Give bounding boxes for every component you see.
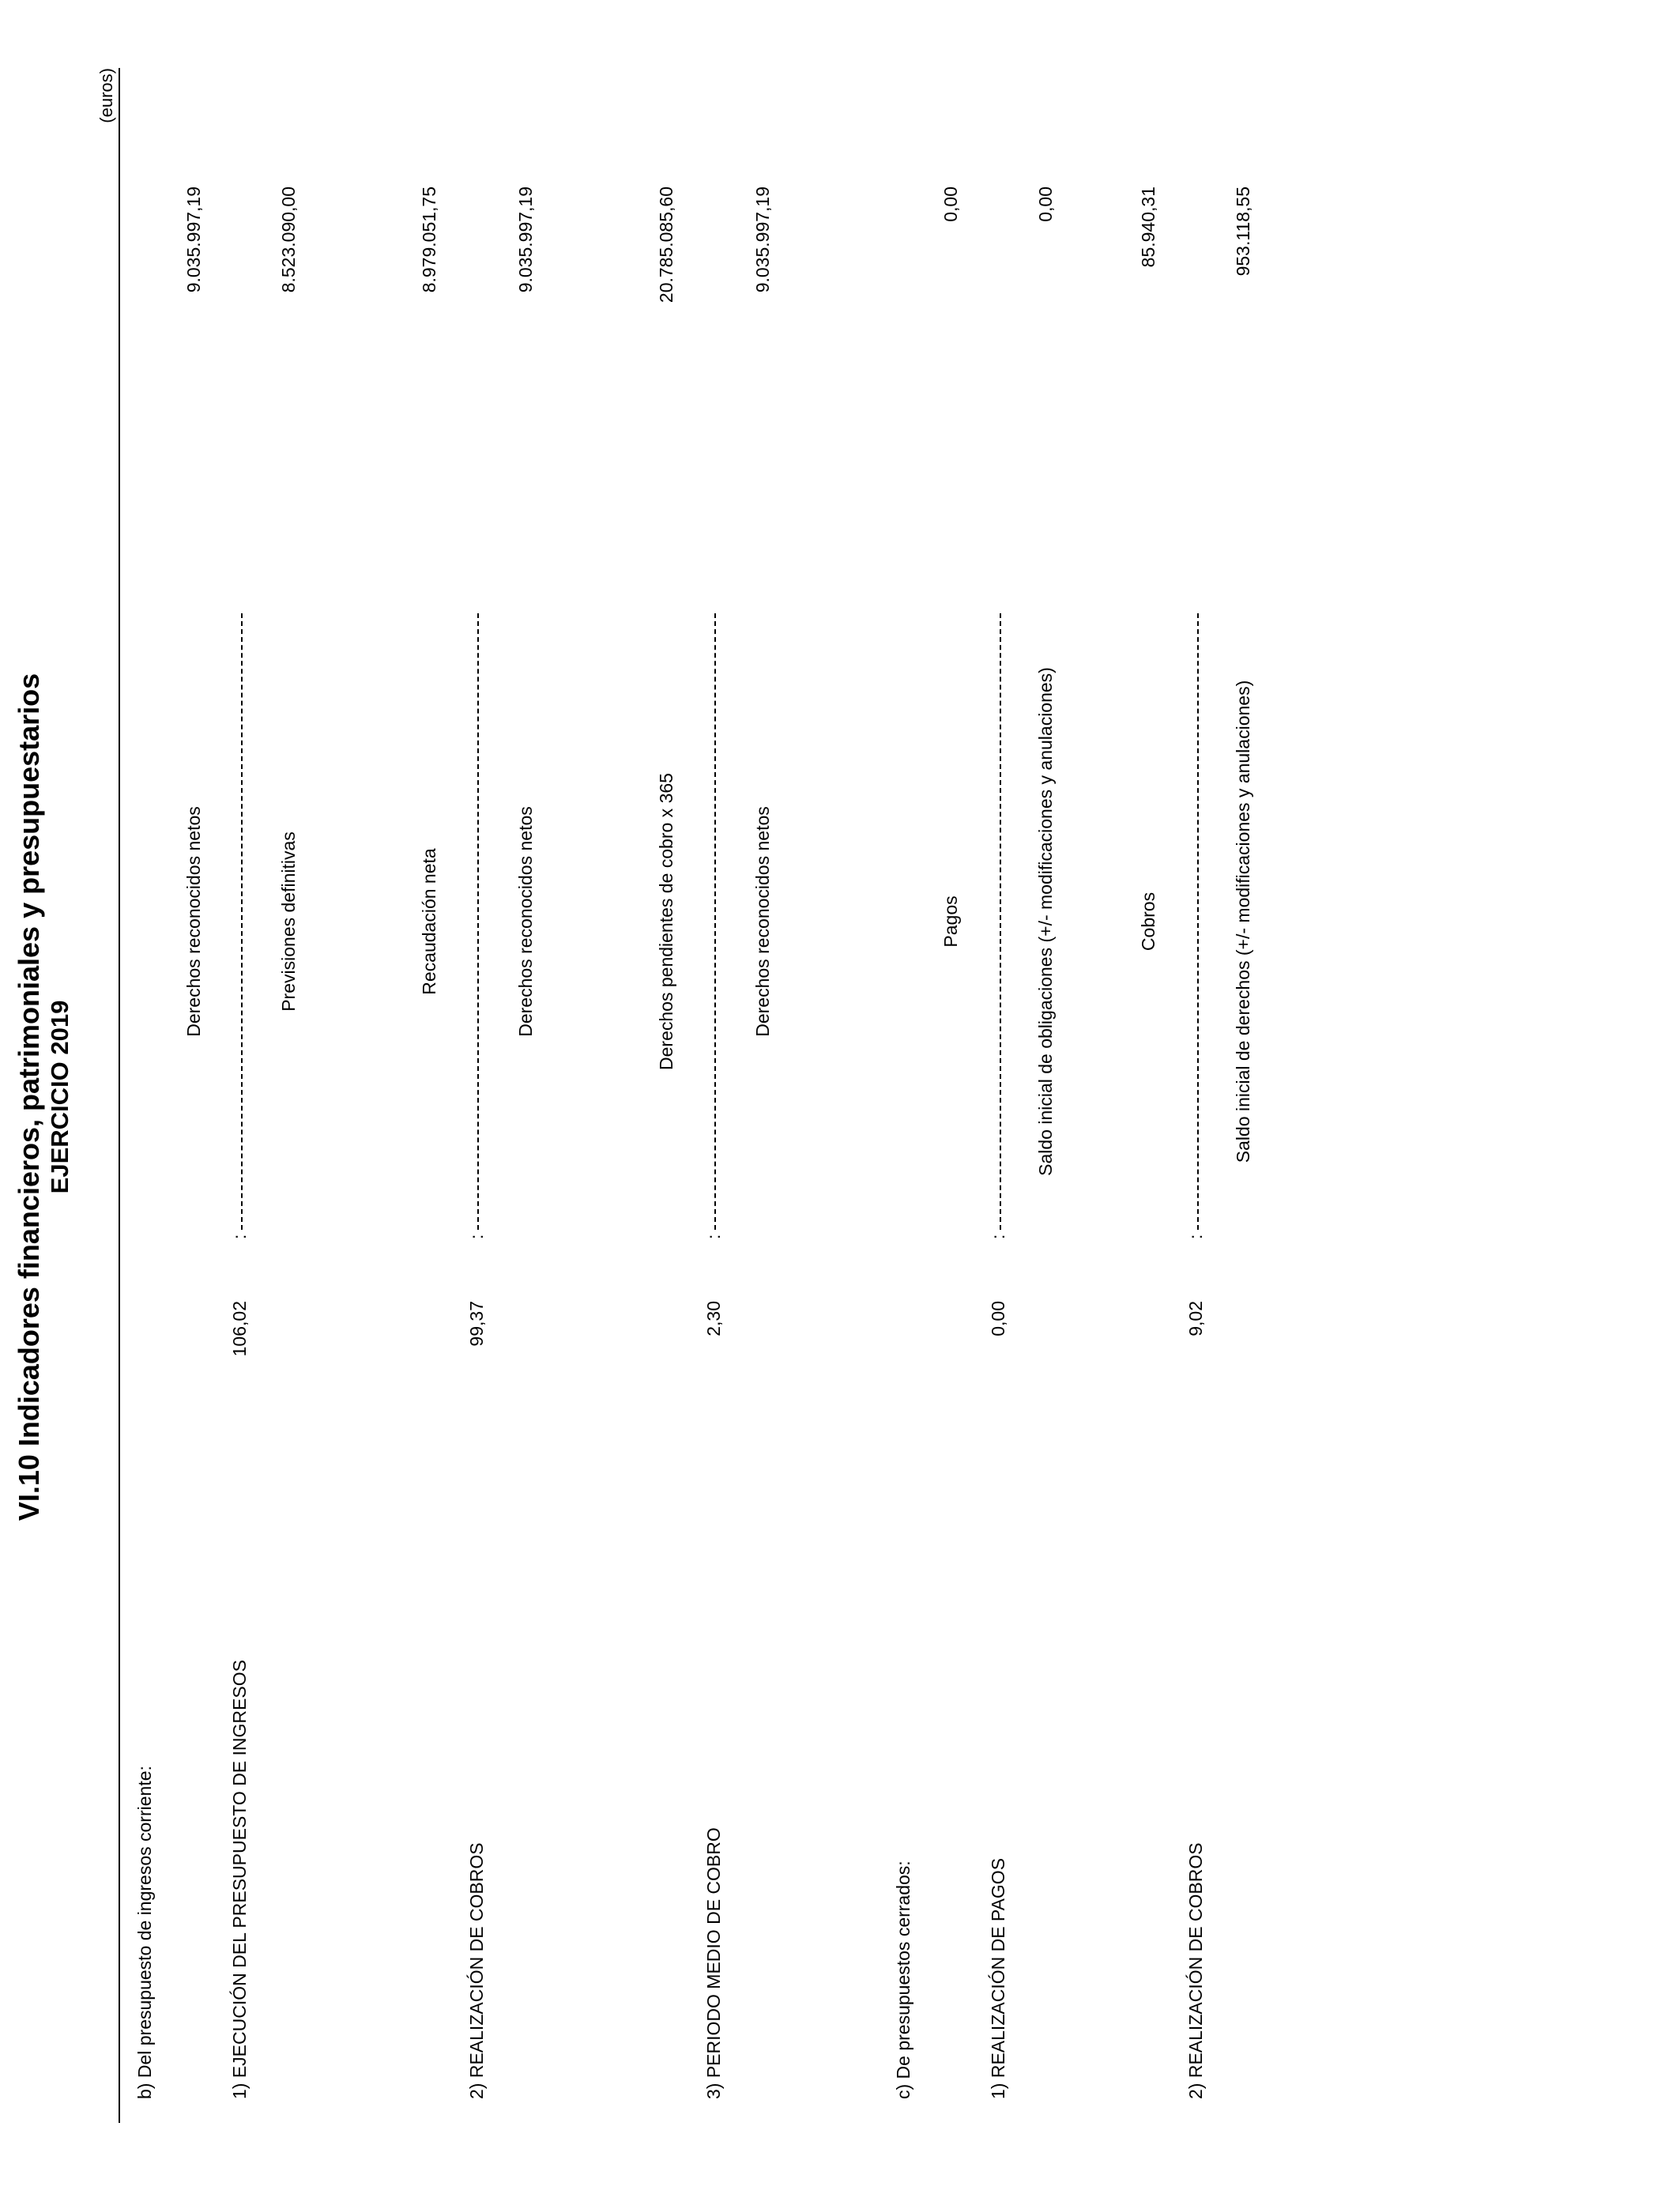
numerator-value: 8.979.051,75 (419, 187, 439, 293)
indicator-value: 106,02 (229, 1301, 250, 1357)
numerator-label: Recaudación neta (419, 848, 439, 995)
indicator-label: 2) REALIZACIÓN DE COBROS (1185, 1842, 1206, 2099)
numerator-label: Derechos reconocidos netos (183, 806, 204, 1037)
fraction-bar (714, 613, 716, 1230)
fraction-bar (477, 613, 479, 1230)
numerator-label: Cobros (1138, 892, 1158, 952)
indicator-label: 1) EJECUCIÓN DEL PRESUPUESTO DE INGRESOS (229, 1660, 250, 2099)
denominator-label: Derechos reconocidos netos (752, 806, 773, 1037)
denominator-label: Previsiones definitivas (278, 831, 299, 1012)
numerator-value: 9.035.997,19 (183, 187, 204, 293)
denominator-value: 953.118,55 (1233, 187, 1253, 277)
indicator-colon: : (1185, 1234, 1206, 1239)
denominator-label: Saldo inicial de derechos (+/- modificaciones y anulaciones) (1233, 680, 1253, 1163)
numerator-value: 20.785.085,60 (656, 187, 676, 303)
indicator-label: 2) REALIZACIÓN DE COBROS (466, 1842, 487, 2099)
indicator-colon: : (988, 1234, 1008, 1239)
page-subtitle: EJERCICIO 2019 (46, 1000, 73, 1194)
indicator-label: 3) PERIODO MEDIO DE COBRO (703, 1827, 724, 2099)
indicator-value: 0,00 (988, 1301, 1008, 1336)
indicator-value: 99,37 (466, 1301, 487, 1347)
denominator-label: Derechos reconocidos netos (515, 806, 536, 1037)
section-c-heading: c) De presupuestos cerrados: (893, 1860, 913, 2099)
denominator-label: Saldo inicial de obligaciones (+/- modificaciones y anulaciones) (1035, 667, 1056, 1176)
fraction-bar (241, 613, 243, 1230)
numerator-value: 85.940,31 (1138, 187, 1158, 268)
denominator-value: 0,00 (1035, 187, 1056, 222)
section-b-heading: b) Del presupuesto de ingresos corriente: (134, 1766, 155, 2099)
numerator-value: 0,00 (940, 187, 961, 222)
numerator-label: Derechos pendientes de cobro x 365 (656, 773, 676, 1070)
fraction-bar (1000, 613, 1001, 1230)
denominator-value: 9.035.997,19 (752, 187, 773, 293)
indicator-colon: : (703, 1234, 724, 1239)
numerator-label: Pagos (940, 895, 961, 948)
denominator-value: 8.523.090,00 (278, 187, 299, 293)
header-rule (119, 68, 120, 2123)
indicator-value: 9,02 (1185, 1301, 1206, 1336)
unit-label: (euros) (96, 68, 116, 123)
indicator-colon: : (229, 1234, 250, 1239)
indicator-value: 2,30 (703, 1301, 724, 1336)
denominator-value: 9.035.997,19 (515, 187, 536, 293)
indicator-label: 1) REALIZACIÓN DE PAGOS (988, 1857, 1008, 2099)
fraction-bar (1197, 613, 1199, 1230)
indicator-colon: : (466, 1234, 487, 1239)
page-title: VI.10 Indicadores financieros, patrimoniales y presupuestarios (13, 673, 45, 1521)
